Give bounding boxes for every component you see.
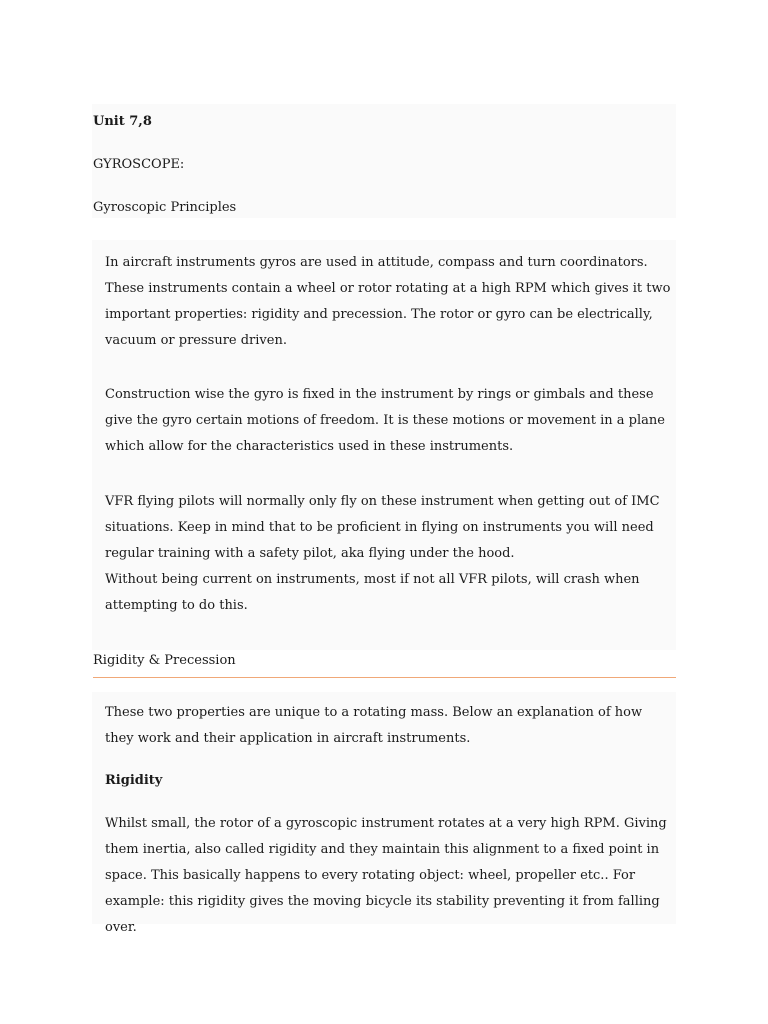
section-divider <box>93 677 676 678</box>
intro-paragraph-3: VFR flying pilots will normally only fly on these instrument when getting out of IMC situations. Keep in mind that to be proficient in flying on instruments you will need regular training with a safety pilot, aka flying under the hood. <box>105 494 660 561</box>
heading-rigidity: Rigidity <box>105 773 163 788</box>
intro-paragraph-4: Without being current on instruments, most if not all VFR pilots, will crash when attempting to do this. <box>105 572 640 613</box>
unit-title: Unit 7,8 <box>93 114 152 129</box>
heading-rigidity-precession: Rigidity & Precession <box>93 653 236 668</box>
section-title: GYROSCOPE: <box>93 157 185 172</box>
intro-paragraph-1: In aircraft instruments gyros are used in attitude, compass and turn coordinators. These instruments contain a wheel or rotor rotating at a high RPM which gives it two important properties: rigidity and precession. The rotor or gyro can be electrically, vacuum or pressure driven. <box>105 255 671 348</box>
subsection-title: Gyroscopic Principles <box>93 200 237 215</box>
rigidity-paragraph: Whilst small, the rotor of a gyroscopic instrument rotates at a very high RPM. Giving them inertia, also called rigidity and they maintain this alignment to a fixed point in space. This basically happens to every rotating object: wheel, propeller etc.. For example: this rigidity gives the moving bicycle its stability preventing it from falling over. <box>105 816 667 935</box>
intro-paragraph-2: Construction wise the gyro is fixed in the instrument by rings or gimbals and these give the gyro certain motions of freedom. It is these motions or movement in a plane which allow for the characteristics used in these instruments. <box>105 387 665 454</box>
properties-paragraph: These two properties are unique to a rotating mass. Below an explanation of how they work and their application in aircraft instruments. <box>105 705 643 746</box>
